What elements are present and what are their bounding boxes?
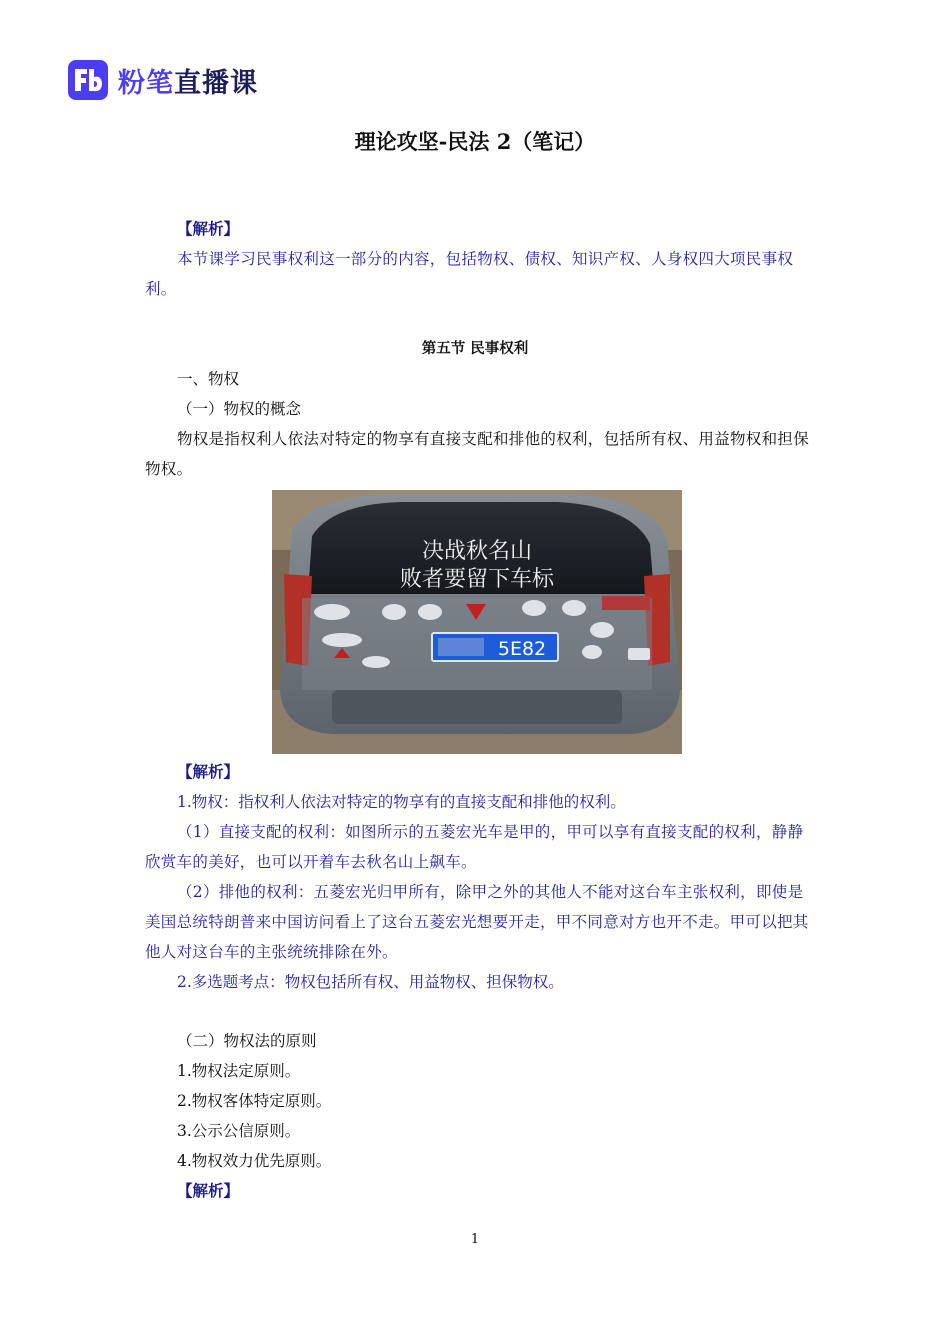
logo-text (118, 61, 258, 100)
analysis-label: 【解析】 (177, 219, 240, 238)
logo-brand: 粉笔 (118, 67, 174, 99)
principle-item: 2.物权客体特定原则。 (177, 1092, 332, 1110)
heading-property-rights: 一、物权 (177, 370, 240, 388)
analysis2-label: 【解析】 (177, 762, 240, 781)
analysis2-point3: （2）排他的权利：五菱宏光归甲所有，除甲之外的其他人不能对这台车主张权利，即使是美国总统特朗普来中国访问看上了这台五菱宏光想要开走，甲不同意对方也开不走。甲可以把其他人对这台车的主张统统排除在外。 (145, 883, 809, 961)
analysis2-point4: 2.多选题考点：物权包括所有权、用益物权、担保物权。 (177, 973, 564, 991)
principle-item: 1.物权法定原则。 (177, 1062, 301, 1080)
analysis2-point1: 1.物权：指权利人依法对特定的物享有的直接支配和排他的权利。 (177, 793, 626, 811)
principle-item: 4.物权效力优先原则。 (177, 1152, 332, 1170)
window-text-line1: 决战秋名山 (421, 539, 533, 564)
page-number: 1 (470, 1232, 480, 1247)
logo-product: 直播课 (174, 67, 258, 99)
license-plate: 5E82 (497, 638, 547, 660)
analysis2-point2: （1）直接支配的权利：如图所示的五菱宏光车是甲的，甲可以享有直接支配的权利，静静欣赏车的美好，也可以开着车去秋名山上飙车。 (145, 823, 804, 871)
concept-paragraph: 物权是指权利人依法对特定的物享有直接支配和排他的权利，包括所有权、用益物权和担保物权。 (145, 430, 810, 478)
brand-logo (68, 60, 258, 100)
intro-paragraph: 本节课学习民事权利这一部分的内容，包括物权、债权、知识产权、人身权四大项民事权利。 (145, 250, 794, 298)
fb-logo-icon (68, 60, 108, 100)
heading-principles: （二）物权法的原则 (177, 1032, 317, 1050)
car-photo (272, 490, 682, 754)
page-title: 理论攻坚-民法 2（笔记） (354, 129, 596, 154)
principle-item: 3.公示公信原则。 (177, 1122, 301, 1140)
analysis3-label: 【解析】 (177, 1181, 240, 1200)
heading-concept: （一）物权的概念 (177, 400, 302, 418)
window-text-line2: 败者要留下车标 (399, 567, 555, 592)
section-title: 第五节 民事权利 (421, 341, 529, 357)
